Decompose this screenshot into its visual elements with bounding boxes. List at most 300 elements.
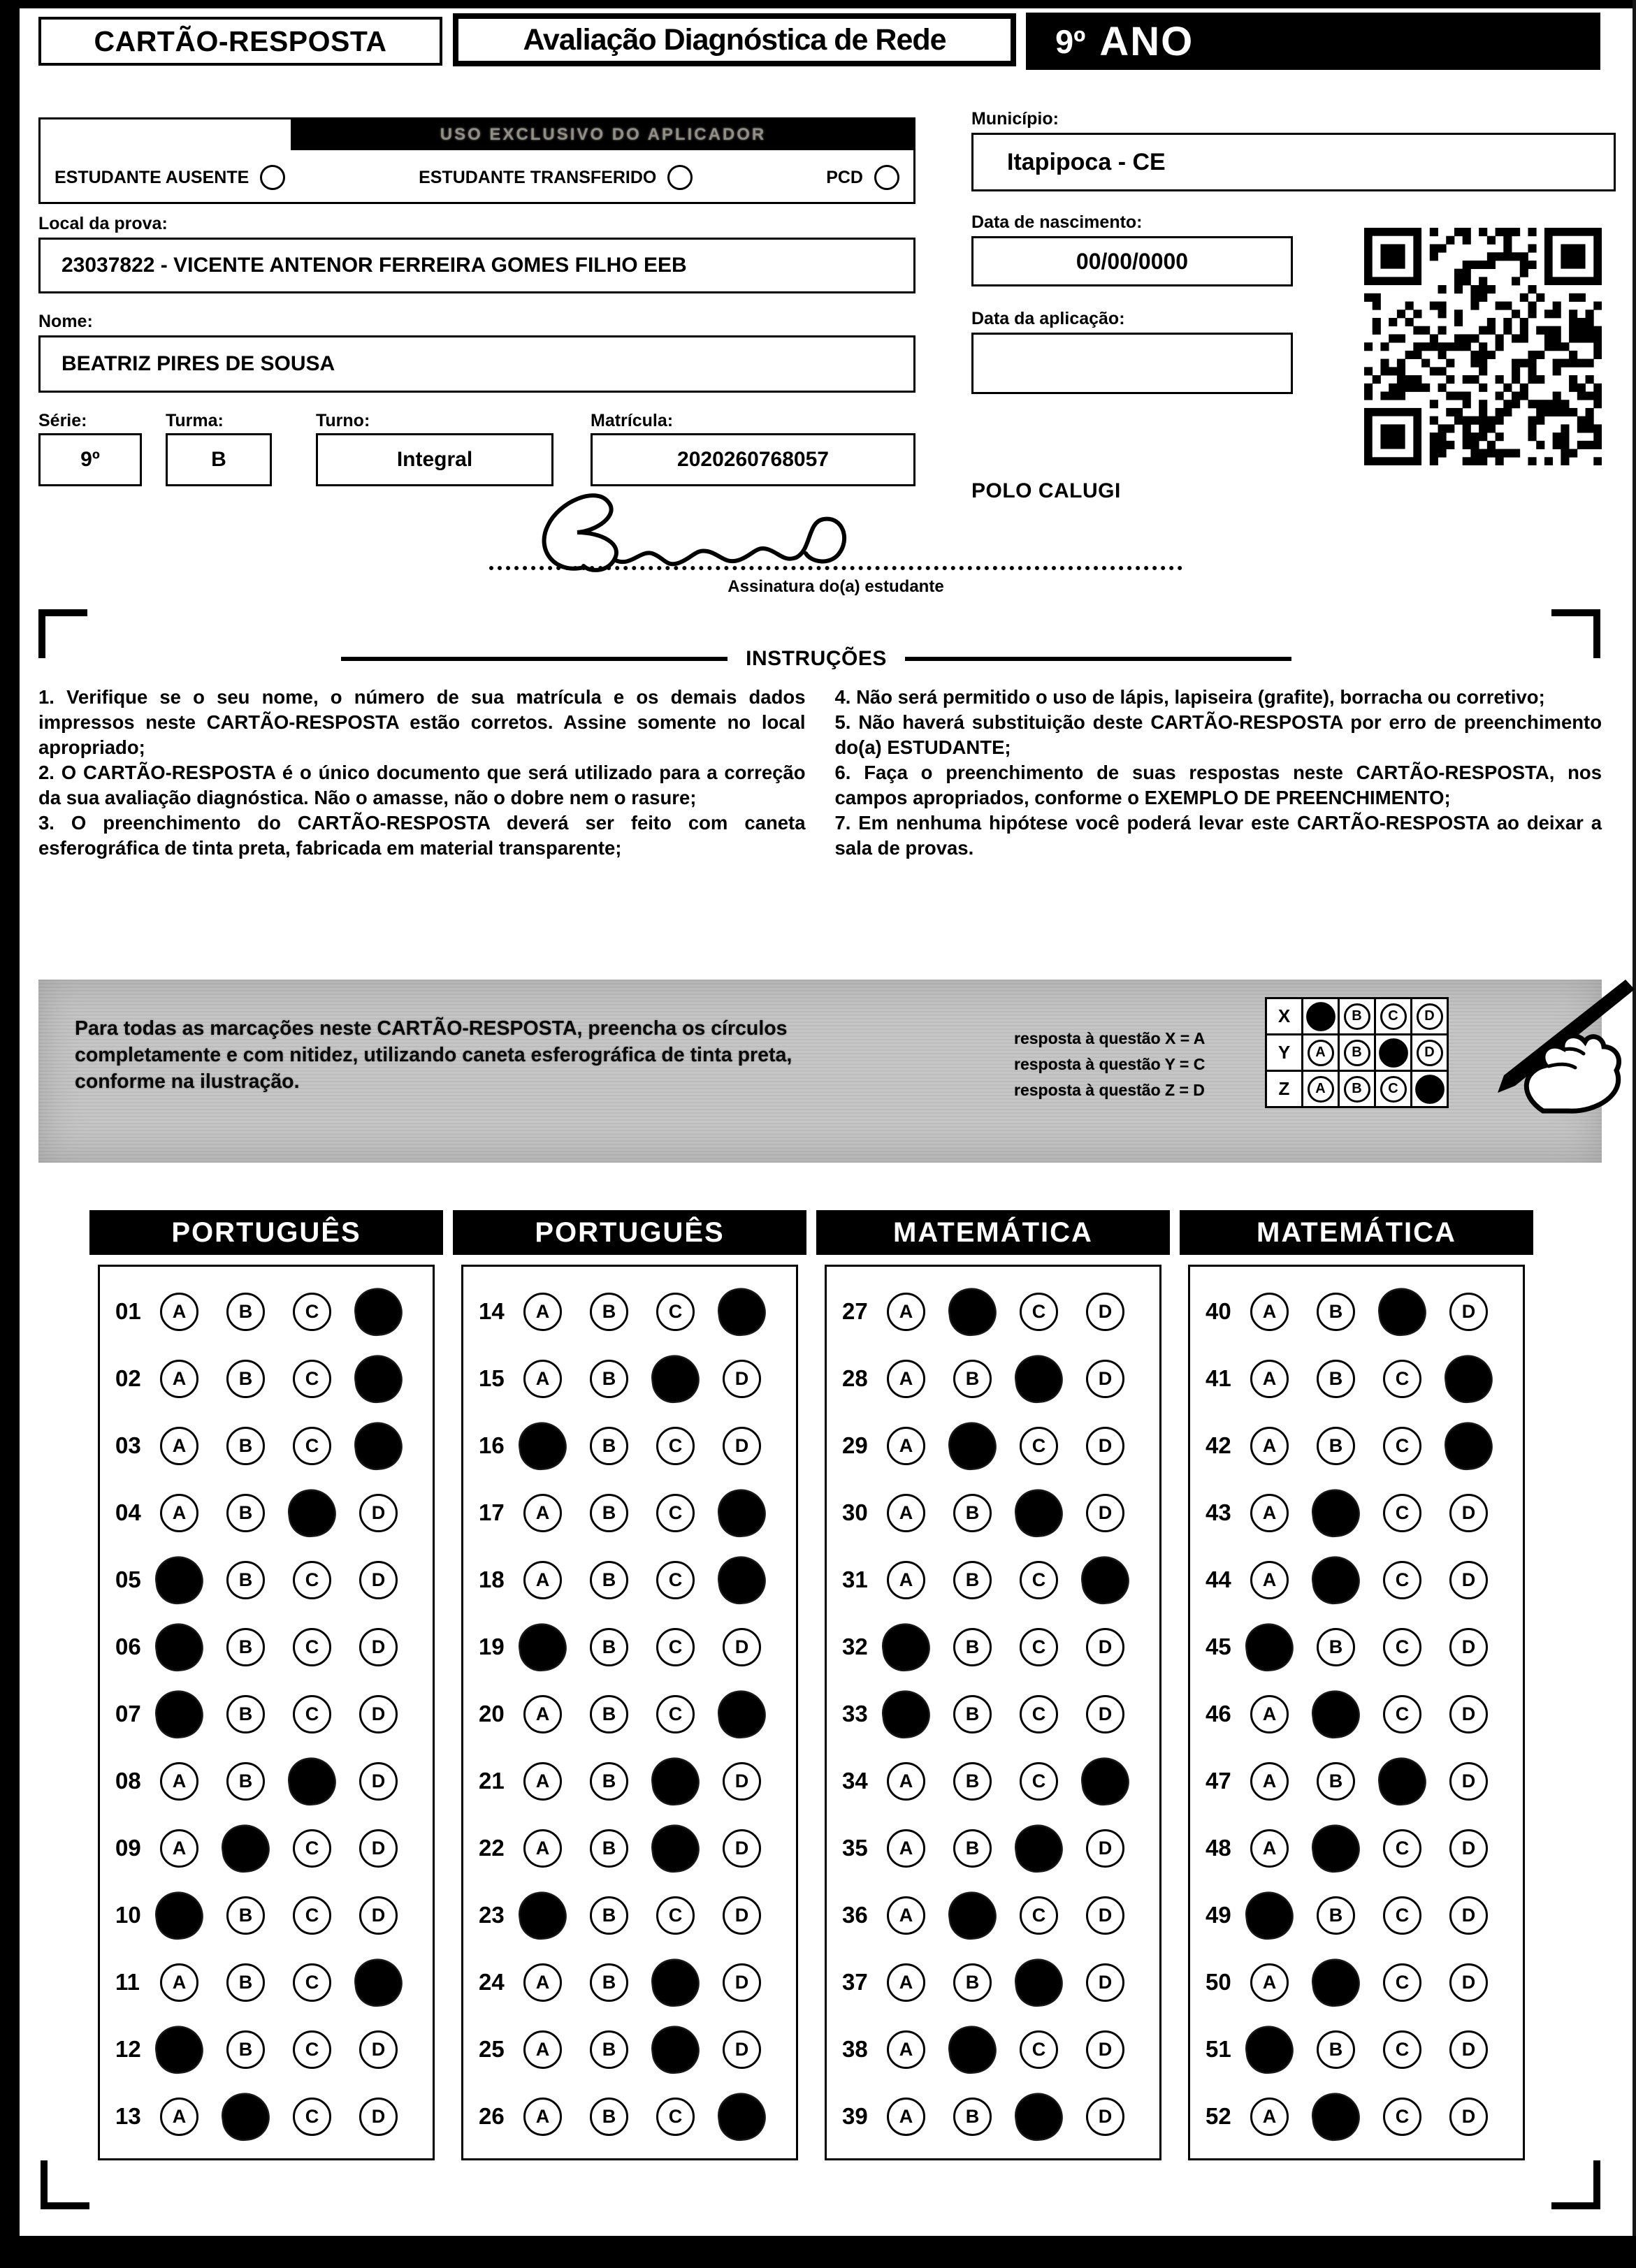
bubble-C: C: [656, 1896, 695, 1935]
bubble-D: D: [1449, 2098, 1488, 2136]
bubble-C: C: [1020, 1896, 1058, 1935]
question-number: 28: [842, 1365, 868, 1391]
bubble-A: A: [523, 1695, 562, 1733]
bubble-A: A: [1250, 2098, 1289, 2136]
question-row-10: [100, 1882, 433, 1949]
bubble-C: C: [293, 1628, 331, 1666]
bubble-D: D: [723, 1427, 761, 1465]
question-row-46: [1190, 1680, 1523, 1747]
legend-line: resposta à questão Y = C: [1014, 1054, 1206, 1073]
bubble-B: B: [953, 1762, 992, 1801]
legend-line: resposta à questão X = A: [1014, 1029, 1206, 1047]
polo-label: POLO CALUGI: [971, 479, 1121, 502]
bubble-C: C: [293, 1963, 331, 2002]
example-cell: [1301, 997, 1340, 1035]
bubble-A-filled: [1245, 1622, 1294, 1671]
bubble-D: D: [359, 1494, 398, 1532]
question-row-38: [827, 2016, 1159, 2083]
question-row-23: [463, 1882, 796, 1949]
question-number: 45: [1206, 1634, 1231, 1659]
local-prova-label: Local da prova:: [38, 214, 168, 233]
question-number: 20: [479, 1701, 505, 1727]
bubble-C: C: [293, 1695, 331, 1733]
turno-value: Integral: [396, 448, 473, 471]
example-bubble-A-filled: [1306, 1002, 1335, 1031]
question-number: 02: [115, 1365, 141, 1391]
question-row-32: [827, 1613, 1159, 1680]
question-number: 36: [842, 1902, 868, 1928]
bubble-C: C: [1383, 1695, 1421, 1733]
bubble-D-filled: [1444, 1353, 1493, 1403]
bubble-A: A: [523, 1494, 562, 1532]
subject-header: PORTUGUÊS: [453, 1210, 806, 1255]
bubble-C: C: [293, 1829, 331, 1868]
answer-box: [1188, 1265, 1525, 2160]
bubble-A: A: [523, 1360, 562, 1398]
bubble-A: A: [1250, 1561, 1289, 1599]
question-row-52: [1190, 2083, 1523, 2150]
bubble-B-filled: [948, 1286, 997, 1336]
question-number: 09: [115, 1835, 141, 1861]
bubble-D-filled: [717, 1488, 767, 1537]
question-row-44: [1190, 1546, 1523, 1613]
question-row-26: [463, 2083, 796, 2150]
bubble-A: A: [887, 1762, 925, 1801]
ausente-mark-circle: [260, 165, 285, 190]
question-row-03: [100, 1412, 433, 1479]
answer-box: [825, 1265, 1161, 2160]
bubble-B: B: [590, 1360, 628, 1398]
bubble-D-filled: [717, 1555, 767, 1604]
bubble-D-filled: [1444, 1420, 1493, 1470]
bubble-B: B: [1317, 1360, 1355, 1398]
bubble-B-filled: [1311, 1555, 1361, 1604]
question-number: 26: [479, 2103, 505, 2129]
example-row-label: X: [1265, 997, 1303, 1035]
bubble-B: B: [953, 1494, 992, 1532]
bubble-B: B: [590, 1762, 628, 1801]
question-row-02: [100, 1345, 433, 1412]
example-row-X: [1267, 997, 1449, 1035]
instruction-item: 3. O preenchimento do CARTÃO-RESPOSTA deverá ser feito com caneta esferográfica de tinta preta, fabricada em material transparente;: [38, 812, 806, 859]
answer-box: [98, 1265, 435, 2160]
scan-edge-top: [0, 0, 1636, 8]
form-title: CARTÃO-RESPOSTA: [38, 17, 442, 66]
question-number: 27: [842, 1298, 868, 1324]
example-bubble-B: B: [1344, 1040, 1370, 1066]
applicator-box-title: USO EXCLUSIVO DO APLICADOR: [291, 119, 915, 150]
question-row-41: [1190, 1345, 1523, 1412]
question-row-47: [1190, 1747, 1523, 1815]
nome-field: [38, 335, 915, 393]
bubble-D: D: [359, 1628, 398, 1666]
question-number: 10: [115, 1902, 141, 1928]
signature-dotted-line: [489, 549, 1182, 570]
instructions-header: [341, 647, 1291, 671]
scan-edge-bottom: [0, 2236, 1636, 2268]
bubble-D: D: [359, 1762, 398, 1801]
bubble-D-filled: [1080, 1756, 1130, 1805]
bubble-D-filled: [717, 1689, 767, 1738]
example-bubble-C: C: [1380, 1003, 1407, 1030]
question-row-43: [1190, 1479, 1523, 1546]
question-number: 14: [479, 1298, 505, 1324]
bubble-D: D: [1449, 1762, 1488, 1801]
transferido-mark-circle: [667, 165, 693, 190]
bubble-A: A: [887, 1896, 925, 1935]
bubble-D: D: [359, 1896, 398, 1935]
question-row-42: [1190, 1412, 1523, 1479]
grade-word: ANO: [1099, 18, 1194, 64]
bubble-B-filled: [1311, 2091, 1361, 2141]
example-bubble-A: A: [1308, 1040, 1334, 1066]
bubble-C: C: [1383, 1561, 1421, 1599]
bubble-A-filled: [881, 1689, 931, 1738]
bubble-B: B: [1317, 1762, 1355, 1801]
answer-column: [1180, 1210, 1533, 2160]
bubble-B: B: [1317, 1427, 1355, 1465]
bubble-D: D: [359, 1829, 398, 1868]
bubble-D: D: [1449, 1561, 1488, 1599]
question-row-15: [463, 1345, 796, 1412]
bubble-A-filled: [518, 1420, 567, 1470]
legend-line: resposta à questão Z = D: [1014, 1080, 1205, 1099]
bubble-B-filled: [221, 1823, 270, 1873]
option-estudante-ausente: [55, 165, 285, 190]
bubble-A: A: [523, 2030, 562, 2069]
question-row-07: [100, 1680, 433, 1747]
bubble-A-filled: [518, 1622, 567, 1671]
bubble-D: D: [1449, 1963, 1488, 2002]
bubble-C: C: [656, 1628, 695, 1666]
bubble-D: D: [359, 1695, 398, 1733]
grade-number: 9º: [1055, 22, 1086, 60]
question-row-30: [827, 1479, 1159, 1546]
example-bubble-B: B: [1344, 1003, 1370, 1030]
question-number: 01: [115, 1298, 141, 1324]
bubble-A: A: [887, 1427, 925, 1465]
bubble-C-filled: [1377, 1286, 1427, 1336]
bubble-B: B: [226, 1293, 265, 1331]
question-number: 29: [842, 1432, 868, 1458]
bubble-C-filled: [1014, 1957, 1064, 2007]
answer-column: [816, 1210, 1170, 2160]
question-number: 52: [1206, 2103, 1231, 2129]
bubble-C: C: [1020, 1628, 1058, 1666]
question-row-51: [1190, 2016, 1523, 2083]
bubble-B: B: [953, 2098, 992, 2136]
question-row-20: [463, 1680, 796, 1747]
bubble-C-filled: [651, 2024, 700, 2074]
example-cell: [1301, 1033, 1340, 1072]
example-cell: [1374, 1070, 1412, 1108]
question-row-49: [1190, 1882, 1523, 1949]
question-row-22: [463, 1815, 796, 1882]
question-number: 40: [1206, 1298, 1231, 1324]
bubble-C: C: [1383, 1360, 1421, 1398]
bubble-C: C: [1383, 1829, 1421, 1868]
question-row-25: [463, 2016, 796, 2083]
bubble-A: A: [887, 1293, 925, 1331]
question-number: 05: [115, 1566, 141, 1592]
instructions-column-right: [835, 685, 1602, 861]
bubble-A-filled: [154, 1890, 204, 1940]
bubble-C: C: [656, 1695, 695, 1733]
bubble-B: B: [1317, 1896, 1355, 1935]
bubble-C: C: [1020, 1695, 1058, 1733]
bubble-B: B: [953, 1360, 992, 1398]
bubble-B: B: [226, 1494, 265, 1532]
option-label: ESTUDANTE TRANSFERIDO: [419, 167, 657, 187]
bubble-C: C: [1020, 2030, 1058, 2069]
registration-mark-bottom-right: [1551, 2160, 1600, 2209]
turma-label: Turma:: [166, 411, 224, 430]
bubble-C: C: [656, 1293, 695, 1331]
example-row-Z: [1267, 1070, 1449, 1108]
bubble-A: A: [160, 1293, 198, 1331]
instructions-rule-left: [341, 657, 727, 661]
assessment-title: Avaliação Diagnóstica de Rede: [453, 13, 1016, 66]
question-number: 06: [115, 1634, 141, 1659]
instruction-item: 2. O CARTÃO-RESPOSTA é o único documento que será utilizado para a correção da sua avaliação diagnóstica. Não o amasse, não o dobre nem o rasure;: [38, 762, 806, 809]
question-row-37: [827, 1949, 1159, 2016]
bubble-D-filled: [354, 1957, 403, 2007]
serie-field: [38, 433, 142, 486]
instructions-columns: [38, 685, 1602, 861]
bubble-B: B: [953, 1561, 992, 1599]
bubble-B: B: [953, 1963, 992, 2002]
question-row-04: [100, 1479, 433, 1546]
question-row-14: [463, 1278, 796, 1345]
answers-section: [89, 1210, 1547, 2160]
option-estudante-transferido: [419, 165, 693, 190]
bubble-B-filled: [1311, 1823, 1361, 1873]
bubble-A: A: [887, 1494, 925, 1532]
example-bubble-C-filled: [1379, 1038, 1408, 1068]
example-cell: [1301, 1070, 1340, 1108]
example-bubble-B: B: [1344, 1076, 1370, 1103]
bubble-B-filled: [1311, 1488, 1361, 1537]
bubble-C: C: [293, 2098, 331, 2136]
bubble-D: D: [1086, 2030, 1124, 2069]
nome-value: BEATRIZ PIRES DE SOUSA: [61, 352, 335, 375]
answer-box: [461, 1265, 798, 2160]
registration-mark-bottom-left: [41, 2160, 89, 2209]
question-number: 03: [115, 1432, 141, 1458]
question-number: 47: [1206, 1768, 1231, 1794]
matricula-field: [591, 433, 915, 486]
question-number: 41: [1206, 1365, 1231, 1391]
bubble-A: A: [523, 1561, 562, 1599]
bubble-C: C: [1020, 1293, 1058, 1331]
bubble-D-filled: [354, 1353, 403, 1403]
question-number: 07: [115, 1701, 141, 1727]
bubble-D: D: [1449, 1829, 1488, 1868]
question-row-24: [463, 1949, 796, 2016]
bubble-A: A: [887, 1561, 925, 1599]
question-row-40: [1190, 1278, 1523, 1345]
bubble-D: D: [723, 1762, 761, 1801]
instruction-item: 5. Não haverá substituição deste CARTÃO-RESPOSTA por erro de preenchimento do(a) ESTUDANTE;: [834, 711, 1602, 759]
bubble-B-filled: [1311, 1957, 1361, 2007]
turno-label: Turno:: [316, 411, 370, 430]
bubble-A: A: [1250, 1695, 1289, 1733]
question-row-27: [827, 1278, 1159, 1345]
bubble-A-filled: [154, 1555, 204, 1604]
question-number: 12: [115, 2036, 141, 2062]
example-bubble-D: D: [1417, 1003, 1443, 1030]
question-number: 48: [1206, 1835, 1231, 1861]
bubble-B: B: [590, 1963, 628, 2002]
bubble-C: C: [656, 1427, 695, 1465]
matricula-label: Matrícula:: [591, 411, 674, 430]
municipio-label: Município:: [971, 109, 1059, 129]
question-number: 46: [1206, 1701, 1231, 1727]
question-row-31: [827, 1546, 1159, 1613]
bubble-A: A: [1250, 1829, 1289, 1868]
question-row-39: [827, 2083, 1159, 2150]
filling-example-grid: [1267, 999, 1449, 1108]
bubble-D: D: [1086, 1628, 1124, 1666]
bubble-D: D: [359, 1561, 398, 1599]
bubble-B: B: [590, 1628, 628, 1666]
example-bubble-C: C: [1380, 1076, 1407, 1103]
bubble-D: D: [1086, 1427, 1124, 1465]
instruction-item: 1. Verifique se o seu nome, o número de sua matrícula e os demais dados impressos neste CARTÃO-RESPOSTA estão corretos. Assine somente no local apropriado;: [38, 686, 806, 759]
bubble-A: A: [523, 1762, 562, 1801]
bubble-D: D: [1449, 1896, 1488, 1935]
bubble-A: A: [887, 1829, 925, 1868]
option-pcd: [826, 165, 899, 190]
example-row-Y: [1267, 1033, 1449, 1072]
question-number: 08: [115, 1768, 141, 1794]
bubble-C-filled: [287, 1756, 337, 1805]
bubble-C: C: [1020, 1561, 1058, 1599]
bubble-C-filled: [651, 1957, 700, 2007]
bubble-D: D: [1086, 1293, 1124, 1331]
bubble-B-filled: [1311, 1689, 1361, 1738]
answer-column: [89, 1210, 443, 2160]
local-prova-field: [38, 238, 915, 293]
question-row-45: [1190, 1613, 1523, 1680]
bubble-B: B: [590, 1829, 628, 1868]
bubble-D: D: [359, 2098, 398, 2136]
bubble-A-filled: [154, 2024, 204, 2074]
data-nascimento-label: Data de nascimento:: [971, 212, 1143, 232]
question-row-18: [463, 1546, 796, 1613]
bubble-C: C: [1020, 1762, 1058, 1801]
question-number: 42: [1206, 1432, 1231, 1458]
bubble-C-filled: [1014, 1488, 1064, 1537]
bubble-D: D: [1449, 2030, 1488, 2069]
bubble-D: D: [1086, 1494, 1124, 1532]
instructions-title: INSTRUÇÕES: [746, 647, 887, 670]
bubble-D: D: [723, 1896, 761, 1935]
bubble-B: B: [226, 1360, 265, 1398]
question-row-05: [100, 1546, 433, 1613]
bubble-C: C: [1383, 1963, 1421, 2002]
bubble-B: B: [953, 1829, 992, 1868]
question-number: 38: [842, 2036, 868, 2062]
bubble-D: D: [723, 1963, 761, 2002]
bubble-B-filled: [948, 2024, 997, 2074]
bubble-C: C: [1383, 2030, 1421, 2069]
bubble-C: C: [293, 1896, 331, 1935]
question-number: 23: [479, 1902, 505, 1928]
bubble-A: A: [887, 1963, 925, 2002]
bubble-C: C: [293, 1561, 331, 1599]
instruction-item: 7. Em nenhuma hipótese você poderá levar este CARTÃO-RESPOSTA ao deixar a sala de provas.: [834, 812, 1602, 859]
bubble-C-filled: [1377, 1756, 1427, 1805]
filling-example-text: Para todas as marcações neste CARTÃO-RESPOSTA, preencha os círculos completamente e com nitidez, utilizando caneta esferográfica de tinta preta, conforme na ilustração.: [75, 1017, 792, 1093]
signature-label: Assinatura do(a) estudante: [727, 577, 944, 596]
municipio-value: Itapipoca - CE: [1007, 148, 1166, 175]
bubble-B: B: [590, 1561, 628, 1599]
bubble-A: A: [160, 1360, 198, 1398]
question-number: 37: [842, 1969, 868, 1995]
local-prova-value: 23037822 - VICENTE ANTENOR FERREIRA GOMES FILHO EEB: [61, 254, 687, 277]
question-row-36: [827, 1882, 1159, 1949]
example-cell: [1374, 997, 1412, 1035]
bubble-B-filled: [221, 2091, 270, 2141]
bubble-D: D: [1449, 1628, 1488, 1666]
scan-edge-right: [1633, 0, 1636, 2268]
bubble-C-filled: [651, 1756, 700, 1805]
option-label: PCD: [826, 167, 863, 187]
registration-mark-top-right: [1551, 609, 1600, 658]
bubble-C: C: [656, 2098, 695, 2136]
bubble-A: A: [523, 2098, 562, 2136]
bubble-C: C: [656, 1494, 695, 1532]
bubble-D: D: [359, 2030, 398, 2069]
bubble-C: C: [1383, 2098, 1421, 2136]
data-aplicacao-field: [971, 333, 1293, 394]
bubble-C: C: [656, 1561, 695, 1599]
example-cell: [1374, 1033, 1412, 1072]
question-number: 51: [1206, 2036, 1231, 2062]
question-number: 31: [842, 1566, 868, 1592]
bubble-C: C: [293, 1293, 331, 1331]
applicator-options: [55, 156, 899, 199]
bubble-D-filled: [1080, 1555, 1130, 1604]
bubble-B: B: [953, 1628, 992, 1666]
example-bubble-D: D: [1417, 1040, 1443, 1066]
bubble-C: C: [293, 1427, 331, 1465]
filling-example-box: [38, 980, 1602, 1163]
student-signature: [517, 484, 881, 588]
matricula-value: 2020260768057: [677, 448, 829, 471]
question-row-13: [100, 2083, 433, 2150]
bubble-B: B: [226, 2030, 265, 2069]
question-number: 15: [479, 1365, 505, 1391]
question-row-08: [100, 1747, 433, 1815]
bubble-A: A: [160, 1963, 198, 2002]
bubble-C: C: [1020, 1427, 1058, 1465]
instruction-item: 4. Não será permitido o uso de lápis, lapiseira (grafite), borracha ou corretivo;: [834, 686, 1545, 708]
bubble-B: B: [226, 1628, 265, 1666]
bubble-B: B: [953, 1695, 992, 1733]
bubble-B: B: [226, 1427, 265, 1465]
bubble-B: B: [1317, 2030, 1355, 2069]
bubble-A: A: [887, 2030, 925, 2069]
question-number: 35: [842, 1835, 868, 1861]
question-row-33: [827, 1680, 1159, 1747]
bubble-A-filled: [518, 1890, 567, 1940]
bubble-C-filled: [651, 1823, 700, 1873]
instructions-column-left: [38, 685, 806, 861]
bubble-A: A: [523, 1829, 562, 1868]
question-number: 24: [479, 1969, 505, 1995]
